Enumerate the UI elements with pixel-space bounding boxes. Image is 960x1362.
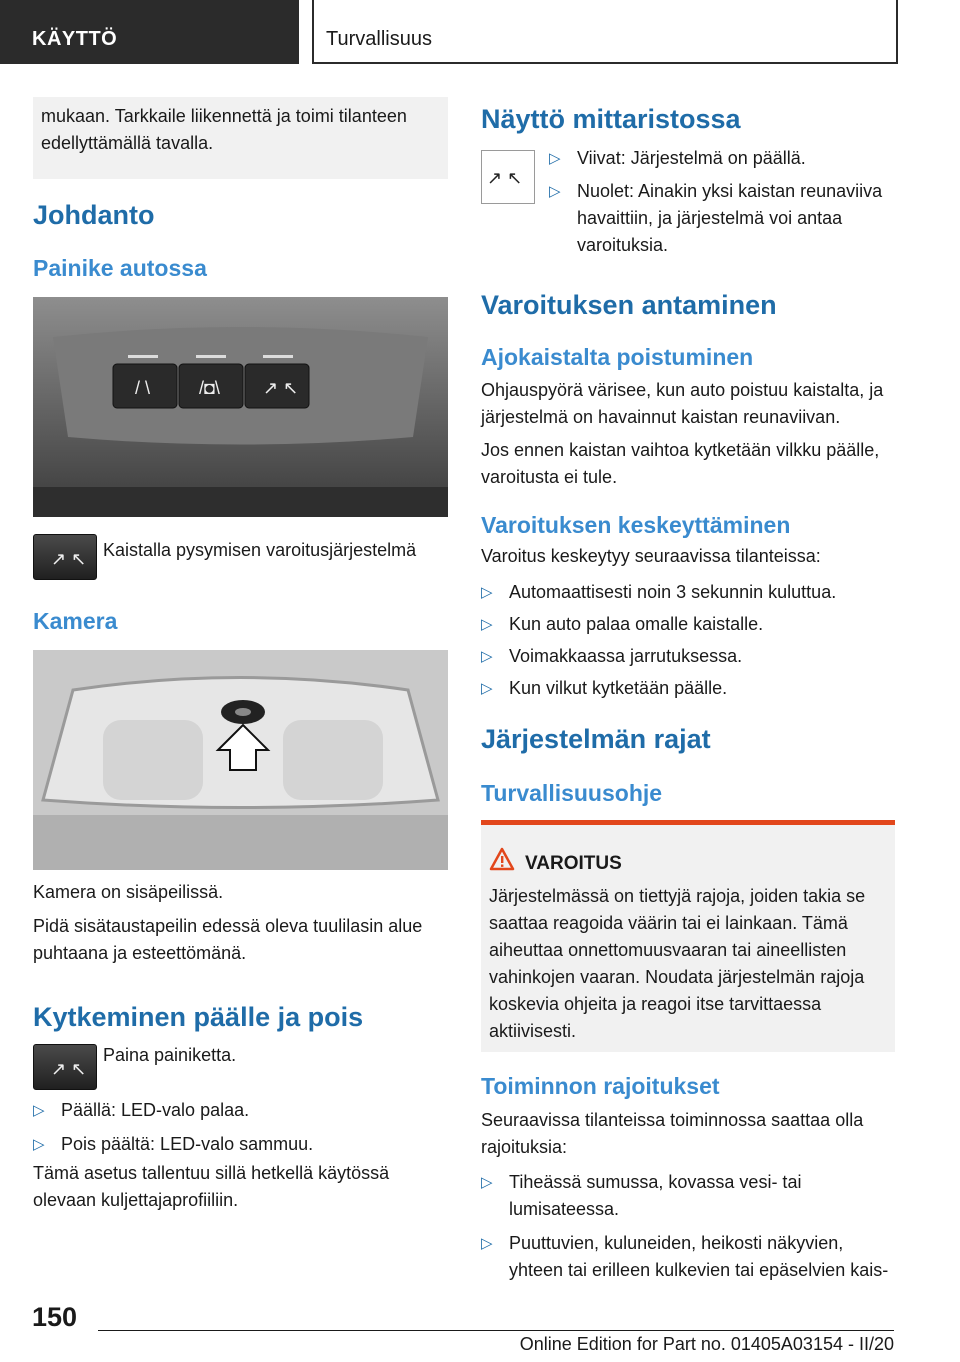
list-item: ▷ Kun vilkut kytketään päälle. (481, 678, 728, 698)
section-tab (0, 0, 299, 64)
svg-text:↗ ↖: ↗ ↖ (263, 378, 299, 398)
leaving-p2: Jos ennen kaistan vaihtoa kytketään vilkku päälle, varoitusta ei tule. (481, 440, 880, 487)
heading-display: Näyttö mittaristossa (481, 104, 741, 134)
list-item: ▷ Viivat: Järjestelmä on päällä. (549, 148, 806, 168)
button-photo (33, 297, 448, 517)
display-list (549, 145, 895, 259)
heading-safety: Turvallisuusohje (481, 780, 663, 806)
list-item: ▷ Pois päältä: LED-valo sammuu. (33, 1134, 314, 1154)
edition-text: Online Edition for Part no. 01405A03154 - II/20 (519, 1334, 894, 1354)
list-item: ▷ Automaattisesti noin 3 sekunnin kuluttua. (481, 582, 837, 602)
svg-text:↗ ↖: ↗ ↖ (487, 168, 523, 188)
list-item: ▷ Nuolet: Ainakin yksi kaistan reunaviiva havaittiin, ja järjestelmä voi antaa varoituksia. (549, 181, 883, 255)
function-limits-paragraph: Seuraavissa tilanteissa toiminnossa saattaa olla rajoituksia: (481, 1110, 864, 1157)
continued-note (33, 97, 448, 179)
footer-rule (98, 1330, 894, 1331)
list-item: ▷ Päällä: LED-valo palaa. (33, 1100, 250, 1120)
list-item: ▷ Voimakkaassa jarrutuksessa. (481, 646, 743, 666)
interrupt-list (481, 579, 896, 702)
svg-text:↗ ↖: ↗ ↖ (51, 1059, 87, 1079)
warning-box (481, 820, 895, 1052)
heading-function-limits: Toiminnon rajoitukset (481, 1073, 720, 1099)
camera-photo (33, 650, 448, 870)
warning-text: Järjestelmässä on tiettyjä rajoja, joiden takia se saattaa reagoida väärin tai ei lainkaan. Tämä aiheuttaa onnettomuusvaaran tai aineellisten vahinkojen vaaran. Noudata järjestelmän rajoja koskevia ohjeita ja reagoi itse tarvittaessa aktiivisesti. (489, 886, 866, 1041)
svg-text:/ \: / \ (135, 378, 151, 398)
warning-triangle-icon (489, 847, 515, 871)
heading-leaving: Ajokaistalta poistuminen (481, 344, 754, 370)
lane-display-icon (481, 150, 535, 204)
heading-limits: Järjestelmän rajat (481, 724, 711, 754)
warning-title: VAROITUS (525, 853, 622, 874)
lane-warning-button-icon-2 (33, 1044, 97, 1090)
heading-camera: Kamera (33, 608, 118, 634)
button-caption: Kaistalla pysymisen varoitusjärjestelmä (103, 540, 417, 560)
svg-text:↗ ↖: ↗ ↖ (51, 549, 87, 569)
list-item: ▷ Kun auto palaa omalle kaistalle. (481, 614, 764, 634)
lane-warning-button-icon (33, 534, 97, 580)
heading-intro: Johdanto (33, 200, 155, 230)
heading-button: Painike autossa (33, 255, 207, 281)
chapter-title: Turvallisuus (326, 28, 432, 50)
svg-text:/◘\: /◘\ (199, 378, 220, 398)
section-title: KÄYTTÖ (32, 28, 118, 50)
heading-warning: Varoituksen antaminen (481, 290, 777, 320)
heading-interrupt: Varoituksen keskeyttäminen (481, 512, 791, 538)
list-item: ▷ Tiheässä sumussa, kovassa vesi- tai lumisateessa. (481, 1172, 802, 1219)
note-text: mukaan. Tarkkaile liikennettä ja toimi tilanteen edellyttämällä tavalla. (41, 106, 407, 153)
switch-list (33, 1097, 448, 1158)
function-limits-list (481, 1169, 896, 1284)
page-number: 150 (32, 1302, 78, 1332)
chapter-box (312, 0, 898, 64)
switch-caption: Paina painiketta. (103, 1045, 237, 1065)
interrupt-paragraph: Varoitus keskeytyy seuraavissa tilanteissa: (481, 546, 821, 566)
list-item: ▷ Puuttuvien, kuluneiden, heikosti näkyvien, yhteen tai erilleen kulkevien tai epäselvien kais- (481, 1233, 889, 1280)
switch-paragraph: Tämä asetus tallentuu sillä hetkellä käytössä olevaan kuljettajaprofiiliin. (33, 1163, 390, 1210)
leaving-p1: Ohjauspyörä värisee, kun auto poistuu kaistalta, ja järjestelmä on havainnut kaistan reunaviivan. (481, 380, 884, 427)
camera-p1: Kamera on sisäpeilissä. (33, 882, 224, 902)
camera-p2: Pidä sisätaustapeilin edessä oleva tuulilasin alue puhtaana ja esteettömänä. (33, 916, 423, 963)
heading-switch: Kytkeminen päälle ja pois (33, 1002, 364, 1032)
